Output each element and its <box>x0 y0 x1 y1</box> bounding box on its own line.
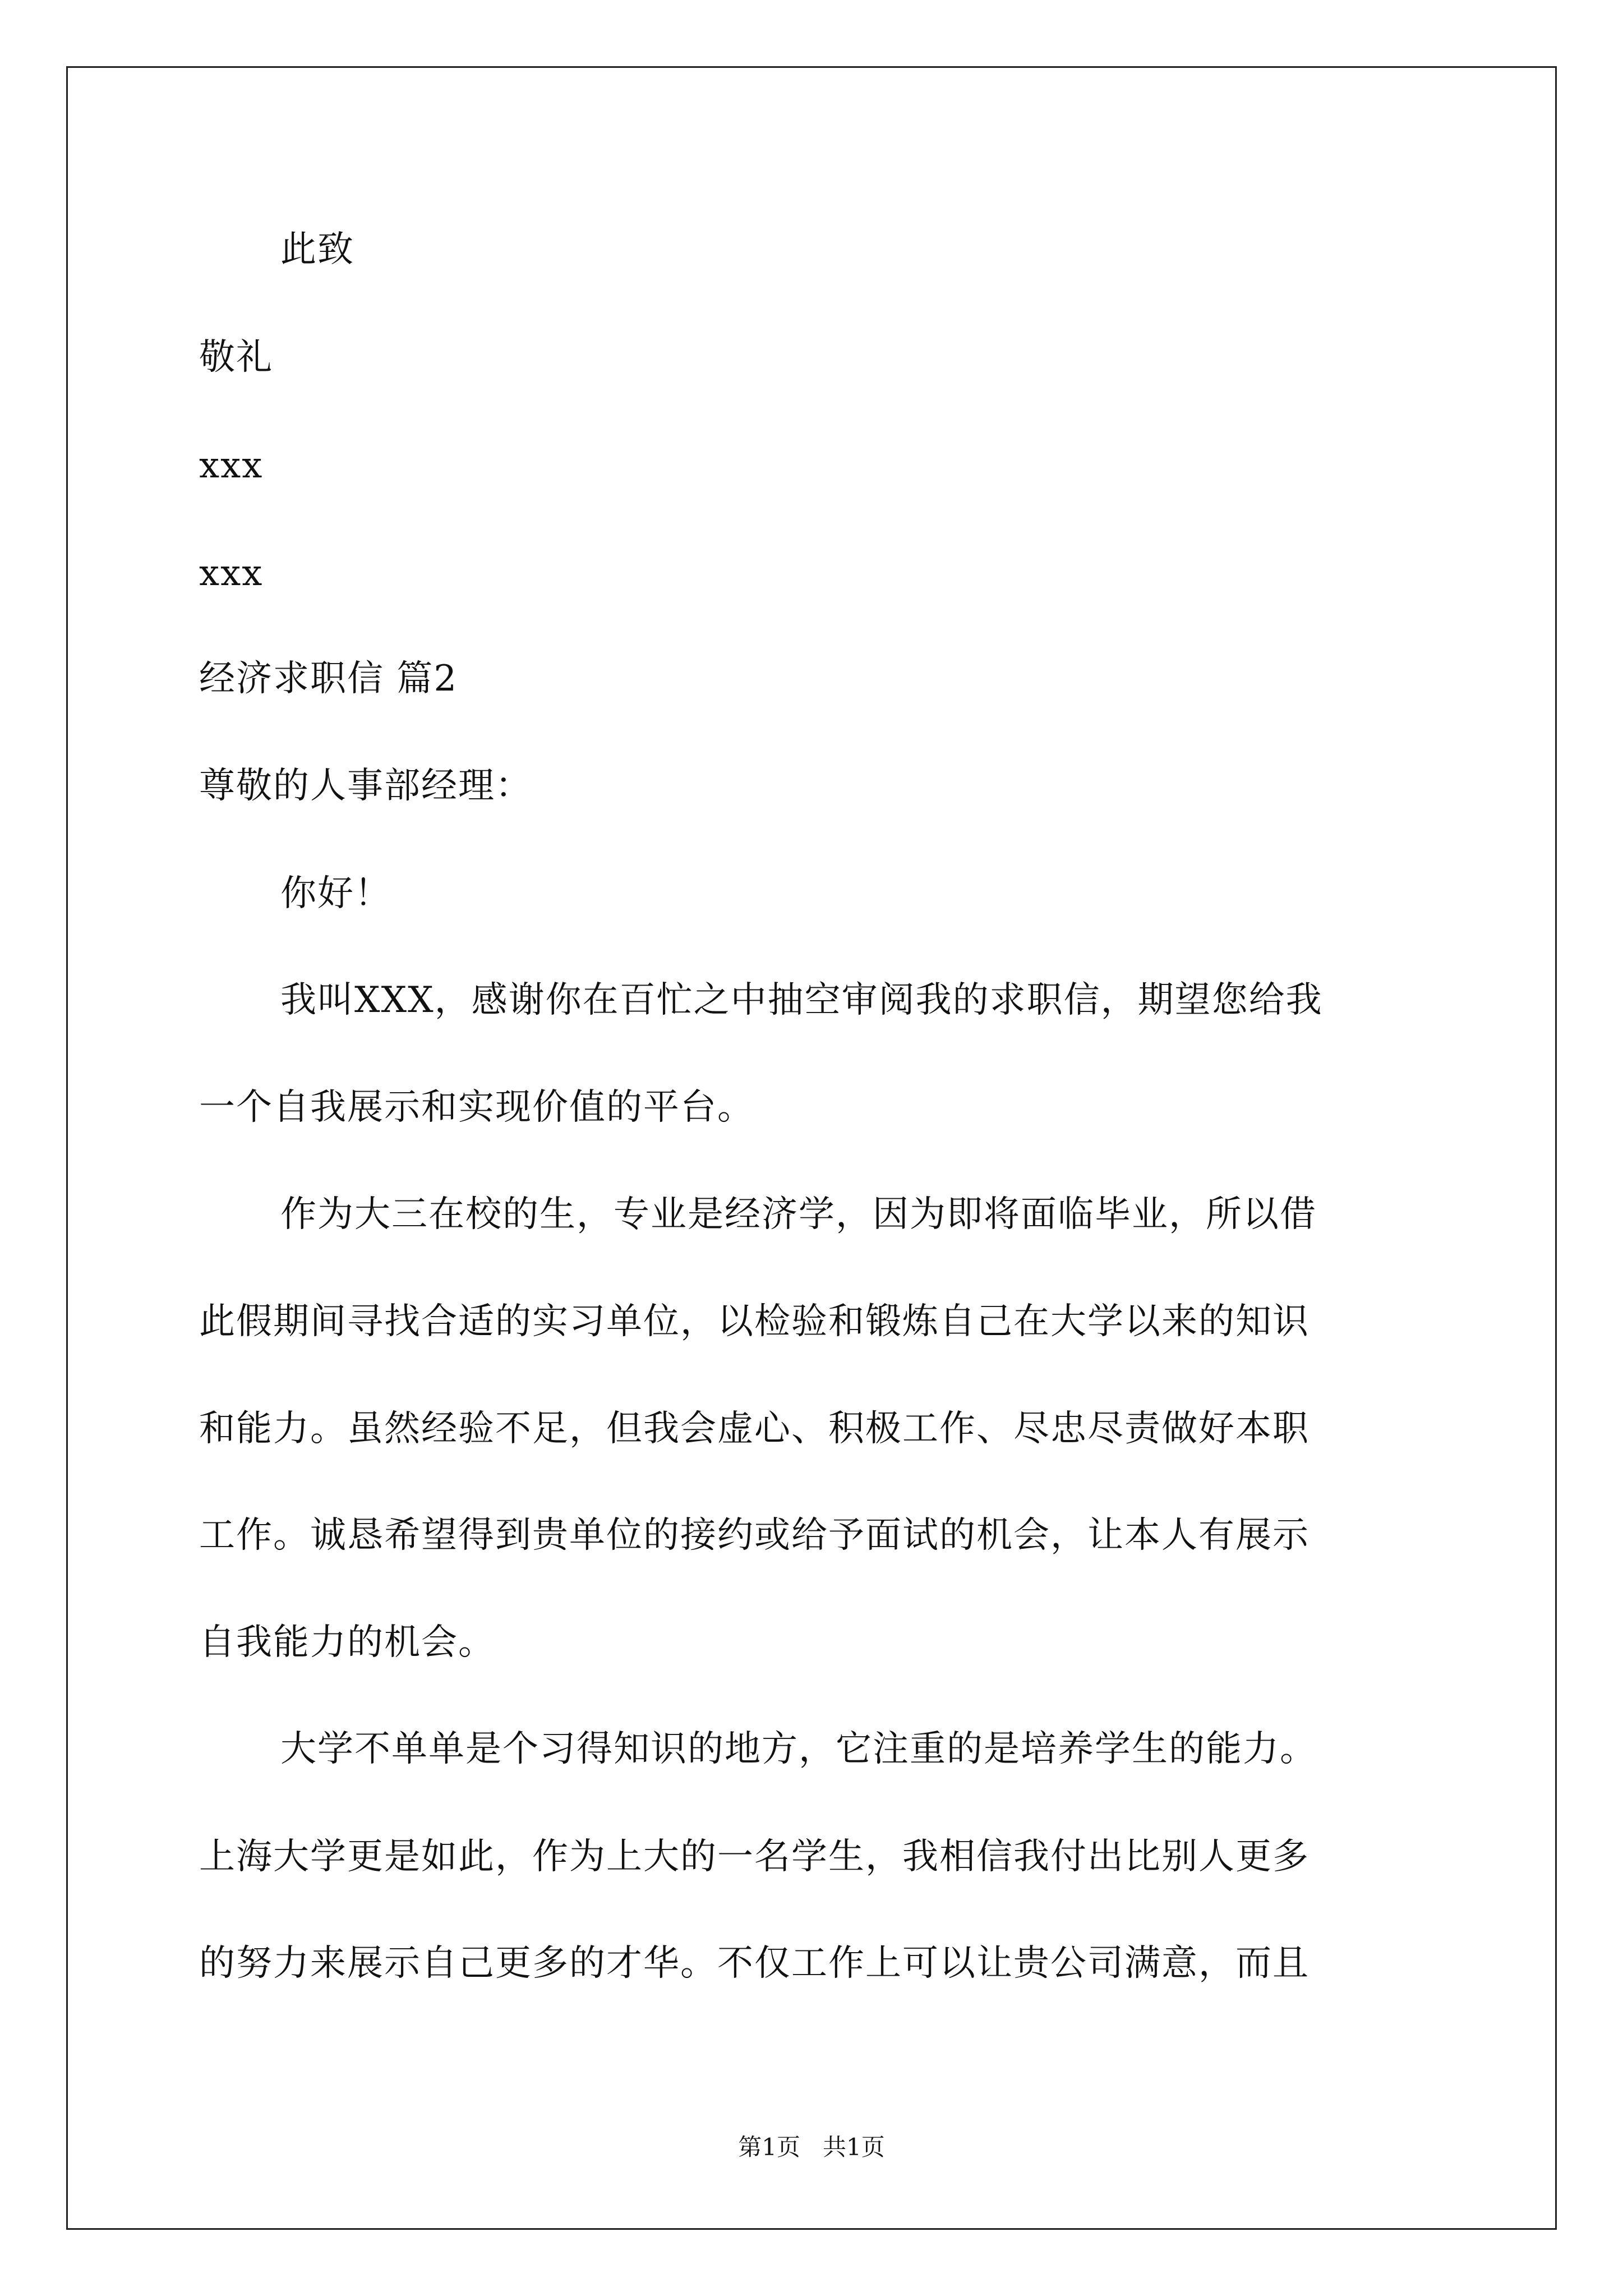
paragraph-line: 自我能力的机会。 <box>199 1622 495 1663</box>
section-heading: 经济求职信 篇2 <box>199 658 458 700</box>
closing-regards: 敬礼 <box>199 337 273 378</box>
signature-date: xxx <box>199 553 264 594</box>
paragraph-line: 此假期间寻找合适的实习单位，以检验和锻炼自己在大学以来的知识 <box>199 1301 1310 1342</box>
paragraph-line: 大学不单单是个习得知识的地方，它注重的是培养学生的能力。 <box>280 1728 1317 1770</box>
page-border <box>66 66 1557 2230</box>
paragraph-line: 工作。诚恳希望得到贵单位的接约或给予面试的机会，让本人有展示 <box>199 1515 1310 1556</box>
paragraph-line: 我叫XXX，感谢你在百忙之中抽空审阅我的求职信，期望您给我 <box>280 979 1323 1021</box>
paragraph-line: 和能力。虽然经验不足，但我会虚心、积极工作、尽忠尽责做好本职 <box>199 1408 1310 1450</box>
greeting-hello: 你好！ <box>280 873 391 914</box>
paragraph-line: 的努力来展示自己更多的才华。不仅工作上可以让贵公司满意，而且 <box>199 1943 1310 1984</box>
page-footer: 第1页 共1页 <box>738 2133 885 2161</box>
greeting-addressee: 尊敬的人事部经理： <box>199 765 532 807</box>
paragraph-line: 上海大学更是如此，作为上大的一名学生，我相信我付出比别人更多 <box>199 1836 1310 1878</box>
signature-name: xxx <box>199 445 264 486</box>
paragraph-line: 作为大三在校的生，专业是经济学，因为即将面临毕业，所以借 <box>280 1194 1317 1235</box>
paragraph-line: 一个自我展示和实现价值的平台。 <box>199 1087 754 1128</box>
closing-salutation: 此致 <box>280 229 354 270</box>
